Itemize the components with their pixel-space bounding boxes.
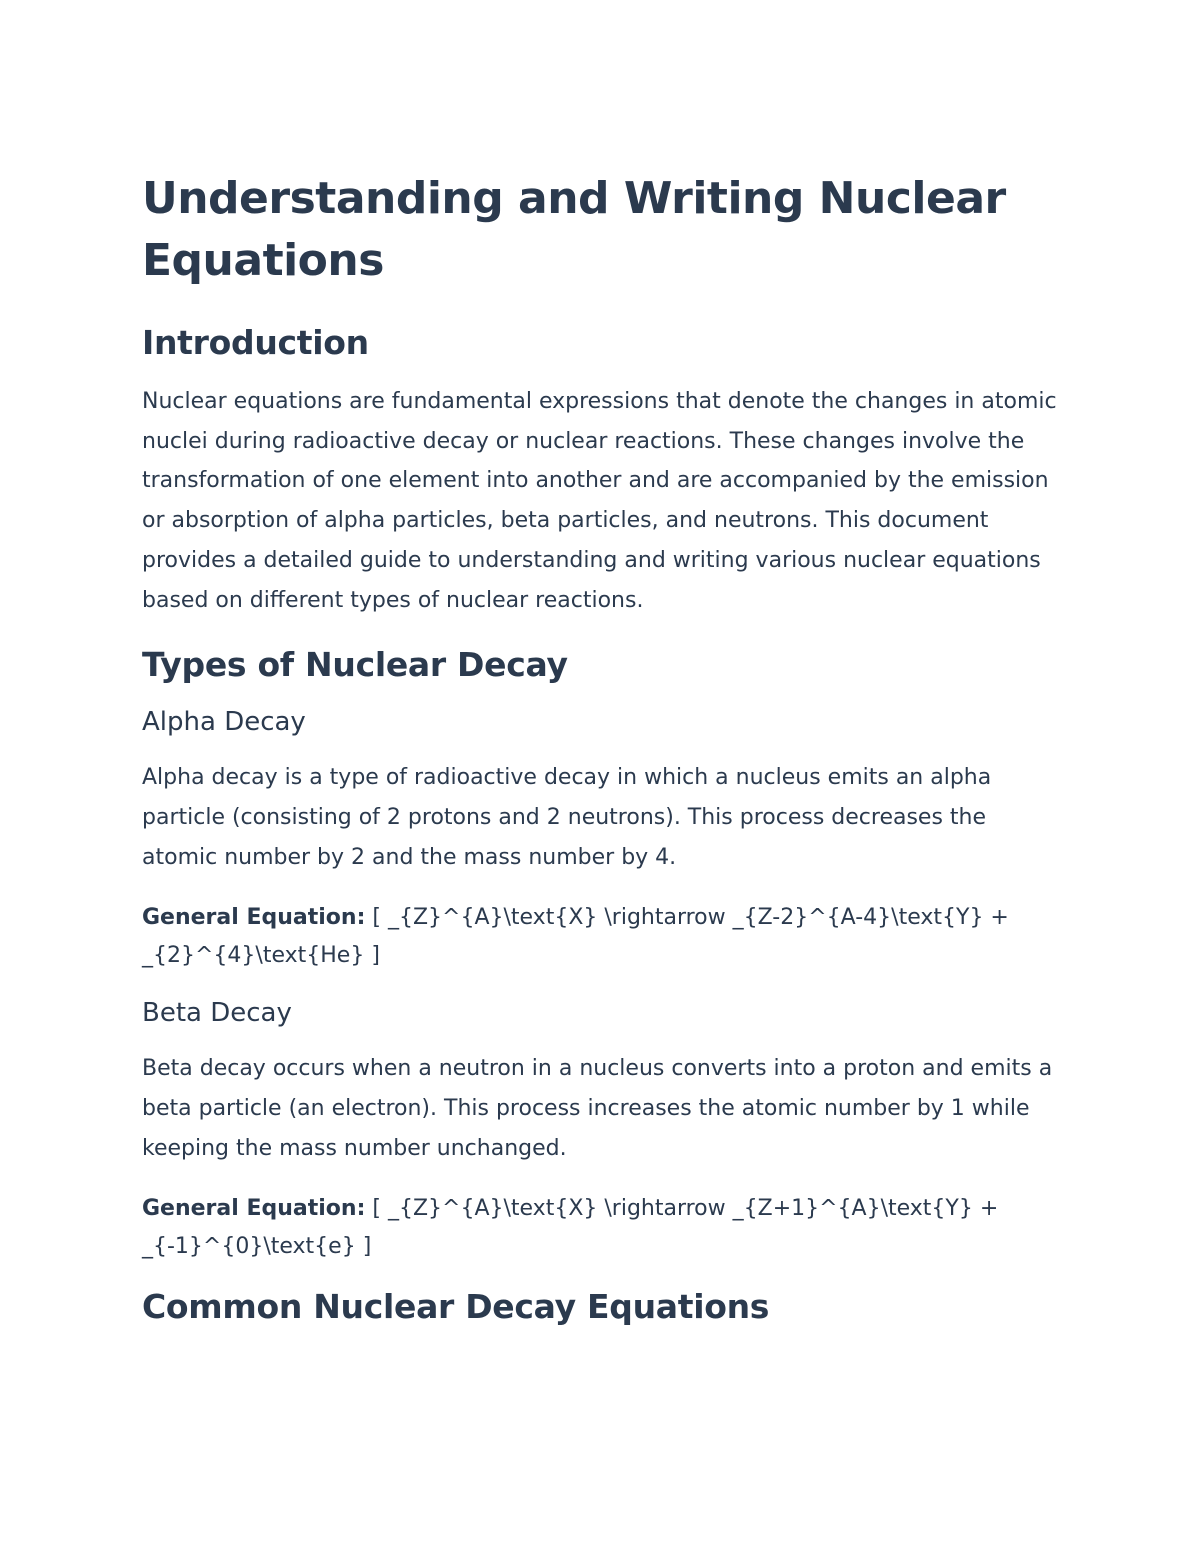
alpha-decay-paragraph: Alpha decay is a type of radioactive decay in which a nucleus emits an alpha particle (consisting of 2 protons and 2 neutrons). This process decreases the atomic number by 2 and the mass number by 4. bbox=[142, 765, 992, 870]
beta-general-equation bbox=[142, 1190, 1062, 1266]
alpha-decay-heading: Alpha Decay bbox=[142, 707, 306, 738]
equation-label: General Equation: bbox=[142, 905, 366, 931]
common-equations-section bbox=[142, 1286, 1062, 1328]
common-equations-heading: Common Nuclear Decay Equations bbox=[142, 1287, 770, 1327]
beta-decay-paragraph: Beta decay occurs when a neutron in a nucleus converts into a proton and emits a beta particle (an electron). This process increases the atomic number by 1 while keeping the mass number unchanged. bbox=[142, 1056, 1053, 1161]
equation-text: [ _{Z}^{A}\text{X} \rightarrow _{Z+1}^{A}\text{Y} + _{-1}^{0}\text{e} ] bbox=[142, 1196, 999, 1260]
types-of-decay-section bbox=[142, 644, 1062, 1266]
types-of-decay-heading: Types of Nuclear Decay bbox=[142, 645, 568, 685]
beta-decay-heading: Beta Decay bbox=[142, 998, 292, 1029]
document-title: Understanding and Writing Nuclear Equations bbox=[142, 173, 1006, 286]
alpha-decay-subsection bbox=[142, 704, 1062, 975]
document-page bbox=[142, 168, 1062, 1346]
introduction-heading: Introduction bbox=[142, 323, 369, 362]
alpha-general-equation bbox=[142, 899, 1062, 975]
beta-decay-subsection bbox=[142, 995, 1062, 1266]
equation-text: [ _{Z}^{A}\text{X} \rightarrow _{Z-2}^{A-4}\text{Y} + _{2}^{4}\text{He} ] bbox=[142, 905, 1009, 969]
equation-label: General Equation: bbox=[142, 1196, 366, 1222]
introduction-section bbox=[142, 322, 1062, 620]
introduction-paragraph: Nuclear equations are fundamental expressions that denote the changes in atomic nuclei during radioactive decay or nuclear reactions. These changes involve the transformation of one element into another and are accompanied by the emission or absorption of alpha particles, beta particles, and neutrons. This document provides a detailed guide to understanding and writing various nuclear equations based on different types of nuclear reactions. bbox=[142, 389, 1057, 613]
